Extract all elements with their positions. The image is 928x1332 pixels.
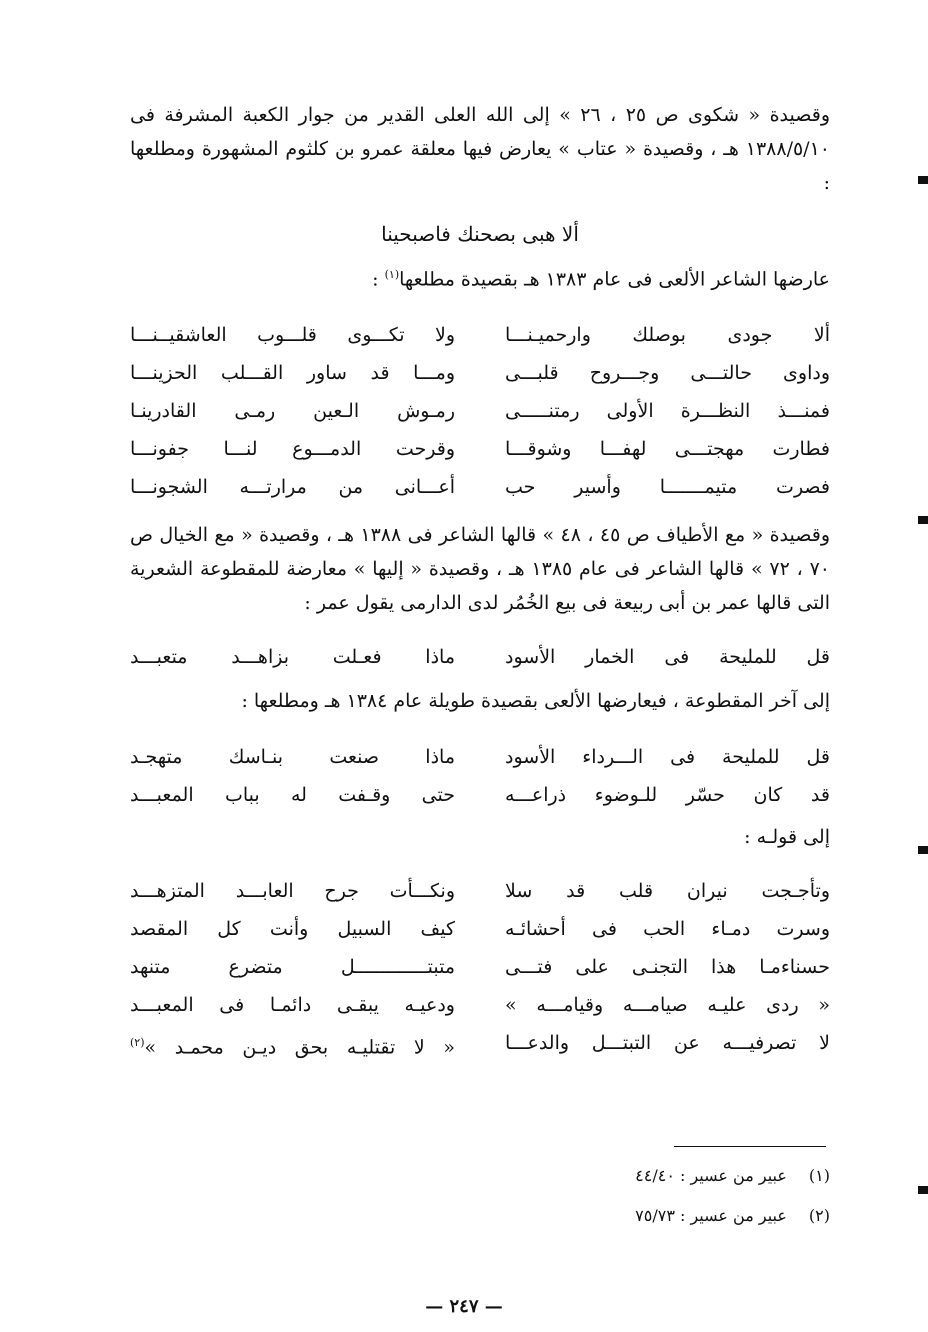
verse-line — [130, 354, 830, 392]
intro-line-3: إلى آخر المقطوعة ، فيعارضها الألعى بقصيدة طويلة عام ١٣٨٤ هـ ومطلعها : — [241, 690, 830, 712]
poem-3 — [130, 738, 830, 814]
verse-second-hemistich: وقرحت الدمـــوع لنـــا جفونـــا — [130, 438, 455, 460]
verse-second-hemistich: رمـوش الـعين رمـى القادرينـا — [130, 400, 455, 422]
verse-first-hemistich: وسرت دمـاء الحب فى أحشائـه — [505, 918, 830, 940]
verse-first-hemistich: قل للمليحة فى الخمار الأسود — [505, 646, 830, 668]
footnote-ref-1: (١) — [384, 268, 400, 281]
verse-line — [130, 776, 830, 814]
footnote-text: عبير من عسير : ٤٤/٤٠ — [635, 1166, 787, 1185]
poem-2 — [130, 638, 830, 676]
intro-line-2-text: عارضها الشاعر الألعى فى عام ١٣٨٣ هـ بقصيدة مطلعها — [399, 268, 830, 291]
verse-first-hemistich: وداوى حالتـــى وجـــروح قلبـــى — [505, 362, 830, 384]
verse-first-hemistich: ألا جودى بوصلك وارحميـنـــا — [505, 324, 830, 346]
verse-text: « لا تقتليـه بحق ديـن محمـد » — [144, 1036, 455, 1059]
verse-second-hemistich: ماذا صنعت بنـاسك متهجـد — [130, 746, 455, 768]
footnote-1 — [560, 1166, 830, 1185]
verse-line — [130, 910, 830, 948]
opening-verse: ألا هبى بصحنك فاصبحينا — [381, 222, 579, 246]
verse-first-hemistich: فطارت مهجتـــى لهفـــا وشوقـــا — [505, 438, 830, 460]
verse-first-hemistich: فصرت متيمـــــــا وأسير حب — [505, 476, 830, 498]
verse-first-hemistich: لا تصرفيـــه عن التبتـــل والدعـــا — [505, 1032, 830, 1054]
footnote-ref-2: (٢) — [130, 1036, 145, 1049]
verse-first-hemistich: حسناءمـا هذا التجنـى على فتـــى — [505, 956, 830, 978]
verse-line — [130, 638, 830, 676]
verse-line — [130, 392, 830, 430]
verse-second-hemistich: ودعيـه يبقـى دائمـا فى المعبـــد — [130, 994, 455, 1016]
paragraph-2: وقصيدة « مع الأطياف ص ٤٥ ، ٤٨ » قالها الشاعر فى ١٣٨٨ هـ ، وقصيدة « مع الخيال ص ٧٠ ، ٧٢ » قالها الشاعر فى عام ١٣٨٥ هـ ، وقصيدة « إليها » معارضة للمقطوعة الشعرية التى قالها عمر بن أبى ربيعة فى بيع الخُمُر لدى الدارمى يقول عمر : — [130, 524, 830, 614]
verse-line — [130, 430, 830, 468]
verse-first-hemistich: قد كان حسّر للـوضوء ذراعـــه — [505, 784, 830, 806]
intro-line-4: إلى قولـه : — [744, 826, 830, 848]
verse-second-hemistich: ماذا فعـلت بزاهـــد متعبـــد — [130, 646, 455, 668]
footnote-separator — [674, 1146, 826, 1147]
footnote-2 — [560, 1206, 830, 1225]
footnote-number: (١) — [808, 1166, 830, 1185]
verse-line — [130, 1024, 830, 1062]
scan-edge-mark — [918, 516, 928, 524]
verse-second-hemistich: ولا تكـــوى قلـــوب العاشقيــنـــا — [130, 324, 455, 346]
poem-1 — [130, 316, 830, 506]
poem-4 — [130, 872, 830, 1062]
verse-second-hemistich: حتى وقـفت له بباب المعبـــد — [130, 784, 455, 806]
footnote-text: عبير من عسير : ٧٥/٧٣ — [635, 1206, 787, 1225]
verse-first-hemistich: وتأجـجت نيران قلب قد سلا — [505, 880, 830, 902]
verse-second-hemistich: أعـــانى من مرارتـــه الشجونـــا — [130, 476, 455, 498]
paragraph-1: وقصيدة « شكوى ص ٢٥ ، ٢٦ » إلى الله العلى القدير من جوار الكعبة المشرفة فى ١٣٨٨/٥/١٠ هـ ، وقصيدة « عتاب » يعارض فيها معلقة عمرو بن كلثوم المشهورة ومطلعها : — [130, 104, 831, 194]
footnote-number: (٢) — [808, 1206, 830, 1225]
verse-line — [130, 948, 830, 986]
verse-line — [130, 986, 830, 1024]
scan-edge-mark — [918, 1186, 928, 1194]
verse-second-hemistich: متبتـــــــــــــل متضرع متنهد — [130, 956, 455, 978]
page-number: — ٢٤٧ — — [425, 1296, 503, 1317]
verse-line — [130, 468, 830, 506]
verse-second-hemistich: ونكـــأت جرح العابـــد المتزهـــد — [130, 880, 455, 902]
verse-first-hemistich: « ردى عليـه صيامـــه وقيامـــه » — [505, 994, 830, 1016]
scan-edge-mark — [918, 176, 928, 184]
verse-line — [130, 316, 830, 354]
verse-line — [130, 872, 830, 910]
verse-line — [130, 738, 830, 776]
intro-line-2-colon: : — [372, 268, 385, 291]
intro-line-2 — [130, 268, 830, 290]
verse-second-hemistich-with-ref — [130, 1024, 455, 1062]
verse-second-hemistich: كيف السبيل وأنت كل المقصد — [130, 918, 455, 940]
verse-second-hemistich: ومـــا قد ساور القـــلب الحزينـــا — [130, 362, 455, 384]
verse-first-hemistich: قل للمليحة فى الـــرداء الأسود — [505, 746, 830, 768]
scan-edge-mark — [918, 846, 928, 854]
verse-first-hemistich: فمنـــذ النظـــرة الأولى رمتنـــــى — [505, 400, 830, 422]
